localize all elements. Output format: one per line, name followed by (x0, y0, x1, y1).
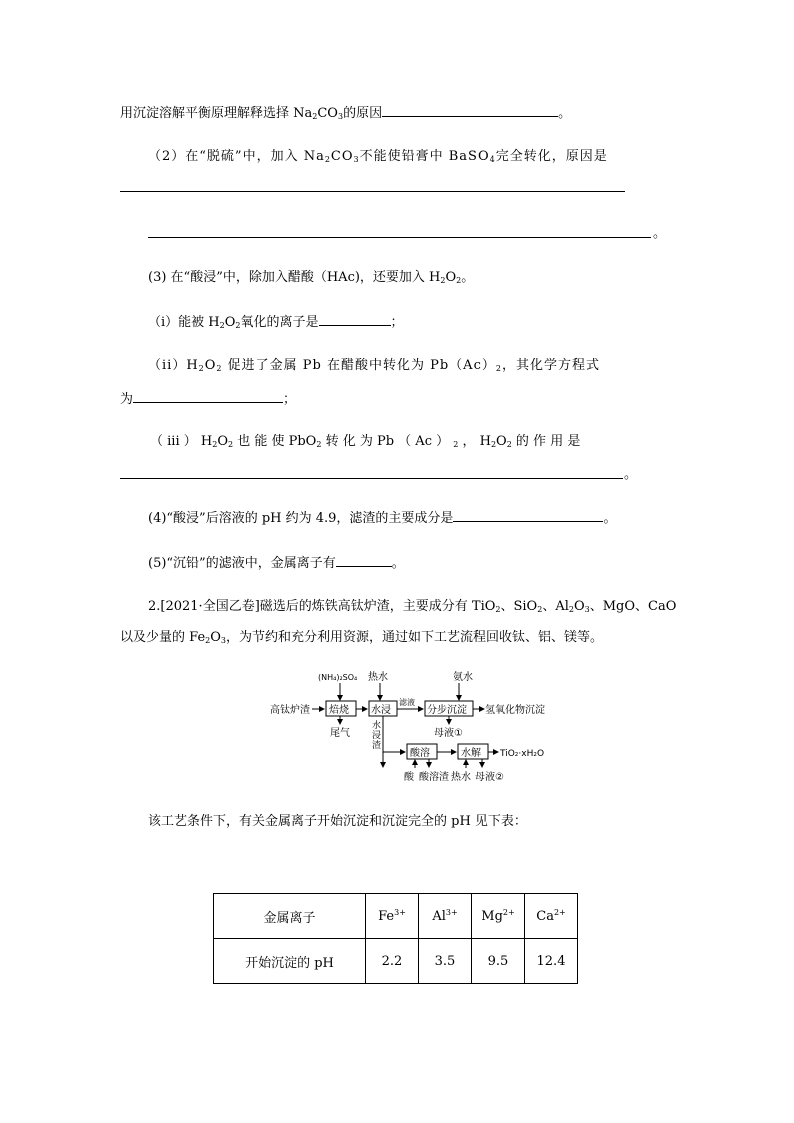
stepwise-precipitation-label: 分步沉淀 (427, 705, 467, 716)
process-flow-diagram (266, 668, 566, 786)
q3-ii-line2: 为 ； (120, 388, 296, 410)
acid-input-label: 酸 (404, 772, 414, 783)
table-cell: 9.5 (472, 939, 525, 984)
filtrate-label: 滤液 (399, 698, 415, 707)
hot-water-label: 热水 (368, 672, 388, 683)
q5-line: (5)“沉铅”的滤液中，金属离子有 。 (148, 552, 405, 574)
problem2-line2: 以及少量的 $Fe_2O_3$，为节约和充分利用资源，通过如下工艺流程回收钛、铝、镁等。 (120, 630, 604, 645)
ion-mg: $Mg^{2+}$ (472, 894, 525, 939)
ion-fe: $Fe^{3+}$ (366, 894, 419, 939)
ammonia-label: 氨水 (453, 672, 473, 683)
table-row (214, 939, 578, 984)
q3-ii: $(ii)H_2O_2$ 促进了金属 Pb 在醋酸中转化为 $Pb(Ac)_2$，其化学方程式 (148, 358, 600, 373)
product-tio2-label: TiO₂·xH₂O (500, 749, 545, 759)
q2-line: （2）在“脱硫”中，加入 $Na_2CO_3$不能使铅膏中 BaSO$_4$完全转化，原因是 (148, 149, 608, 164)
off-gas-label: 尾气 (330, 728, 350, 739)
problem2-line1: 2.[2021·全国乙卷]磁选后的炼铁高钛炉渣，主要成分有 TiO$_2$、SiO$_2$、$Al_2O_3$、MgO、CaO (148, 599, 677, 614)
hydroxide-precipitate-label: 氢氧化物沉淀 (485, 705, 545, 716)
q3-iii: （ iii ） $H_2O_2$ 也 能 使 PbO$_2$ 转 化 为 Pb （ Ac ） $_2$ ， $H_2O_2$ 的 作 用 是 (150, 434, 581, 449)
ph-table (213, 893, 578, 984)
answer-blank[interactable] (133, 388, 283, 403)
ion-ca: $Ca^{2+}$ (525, 894, 578, 939)
table-cell: 3.5 (419, 939, 472, 984)
roasting-label: 焙烧 (329, 705, 349, 716)
q3-i: （i）能被 $H_2O_2$氧化的离子是 ； (148, 311, 404, 336)
answer-line[interactable] (120, 191, 625, 192)
mother-liquor-2-label: 母液② (475, 772, 504, 783)
reagent-label: (NH₄)₂SO₄ (318, 673, 358, 682)
table-header-row (214, 894, 578, 939)
table-header-label: 金属离子 (214, 894, 366, 939)
table-row-label: 开始沉淀的 pH (214, 939, 366, 984)
answer-line[interactable] (120, 478, 623, 479)
problem2-table-intro: 该工艺条件下，有关金属离子开始沉淀和沉淀完全的 pH 见下表： (148, 814, 527, 829)
q4-line: (4)“酸浸”后溶液的 pH 约为 4.9，滤渣的主要成分是 。 (148, 507, 616, 529)
answer-blank[interactable] (382, 102, 558, 117)
q1-line: 用沉淀溶解平衡原理解释选择 $Na_2CO_3$的原因 。 (120, 102, 571, 127)
mother-liquor-1-label: 母液① (434, 728, 463, 739)
table-cell: 12.4 (525, 939, 578, 984)
water-leach-residue-label-1: 水 (372, 721, 382, 731)
acid-residue-label: 酸溶渣 (419, 772, 449, 783)
water-leach-residue-label-2: 浸 (372, 731, 382, 741)
answer-blank[interactable] (453, 507, 603, 522)
acid-dissolve-label: 酸溶 (410, 748, 430, 759)
hydrolysis-label: 水解 (461, 748, 481, 759)
ion-al: $Al^{3+}$ (419, 894, 472, 939)
water-leach-residue-label-3: 渣 (372, 741, 382, 751)
answer-line[interactable] (148, 237, 651, 238)
q2-end: 。 (653, 226, 667, 241)
table-cell: 2.2 (366, 939, 419, 984)
water-leach-label: 水浸 (371, 705, 391, 716)
q3-intro: (3) 在“酸浸”中，除加入醋酸（HAc)，还要加入 $H_2O_2$。 (148, 270, 475, 285)
answer-blank[interactable] (319, 311, 391, 326)
answer-blank[interactable] (336, 552, 392, 567)
q1-prefix: 用沉淀溶解平衡原理解释选择 Na (120, 106, 313, 121)
hot-water-2-label: 热水 (451, 772, 471, 783)
raw-material-label: 高钛炉渣 (270, 705, 310, 716)
q3-iii-end: 。 (624, 467, 638, 482)
